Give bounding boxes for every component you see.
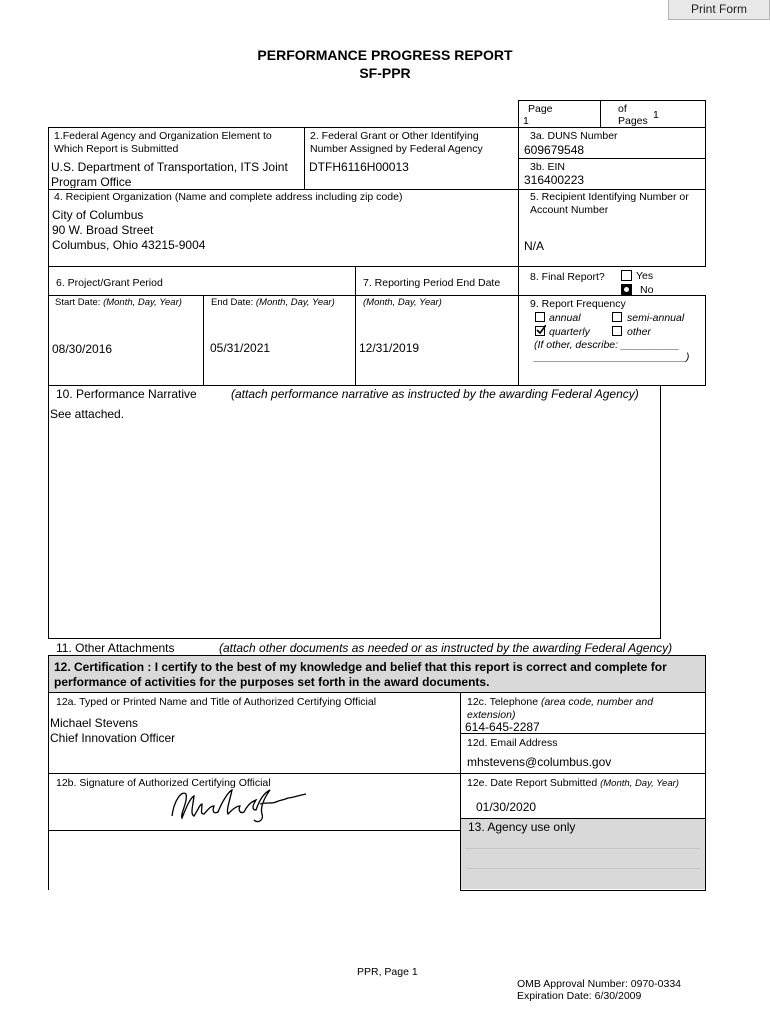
field-11-label: 11. Other Attachments: [56, 641, 175, 655]
field-10-label: 10. Performance Narrative: [56, 387, 197, 401]
field-8-label: 8. Final Report?: [530, 271, 605, 283]
other-describe-field[interactable]: __________________________): [534, 351, 690, 363]
other-label: other: [627, 326, 651, 338]
field-10-hint: (attach performance narrative as instructed by the awarding Federal Agency): [231, 387, 639, 401]
final-report-no-radio[interactable]: [621, 284, 632, 295]
other-describe-label: (If other, describe: __________: [534, 339, 680, 351]
expiration-date: Expiration Date: 6/30/2009: [517, 990, 642, 1002]
duns-number-field[interactable]: 609679548: [524, 143, 585, 157]
start-date-field[interactable]: 08/30/2016: [52, 342, 113, 356]
recipient-org-line-2[interactable]: 90 W. Broad Street: [52, 223, 154, 237]
official-name-field[interactable]: Michael Stevens: [50, 716, 139, 730]
certification-statement: 12. Certification : I certify to the best of my knowledge and belief that this report is correct and complete for performance of activities for the purposes set forth in the award documents.: [54, 660, 667, 689]
recipient-id-field[interactable]: N/A: [524, 239, 545, 253]
recipient-org-line-1[interactable]: City of Columbus: [52, 208, 144, 222]
other-checkbox[interactable]: [612, 326, 622, 336]
page-number[interactable]: 1: [523, 115, 529, 127]
omb-number: OMB Approval Number: 0970-0334: [517, 978, 682, 990]
field-12d-label: 12d. Email Address: [467, 737, 558, 749]
final-report-yes-radio[interactable]: [621, 270, 632, 281]
print-form-button[interactable]: Print Form: [668, 0, 770, 20]
quarterly-label: quarterly: [549, 326, 590, 338]
field-12b-label: 12b. Signature of Authorized Certifying Official: [56, 777, 271, 789]
start-date-label: Start Date: (Month, Day, Year): [55, 297, 182, 308]
field-11-hint: (attach other documents as needed or as instructed by the awarding Federal Agency): [219, 641, 673, 655]
field-13-label: 13. Agency use only: [468, 820, 576, 834]
semi-annual-label: semi-annual: [627, 312, 685, 324]
grant-number-field[interactable]: DTFH6116H00013: [309, 160, 409, 174]
recipient-org-line-3[interactable]: Columbus, Ohio 43215-9004: [52, 238, 206, 252]
end-date-label: End Date: (Month, Day, Year): [211, 297, 335, 308]
quarterly-checkbox[interactable]: [535, 326, 545, 336]
field-4-label: 4. Recipient Organization (Name and complete address including zip code): [54, 191, 403, 203]
performance-narrative-field[interactable]: See attached.: [50, 407, 125, 421]
field-3b-label: 3b. EIN: [530, 161, 566, 173]
reporting-end-date-field[interactable]: 12/31/2019: [359, 341, 420, 355]
date-submitted-field[interactable]: 01/30/2020: [476, 800, 537, 814]
field-2-label: 2. Federal Grant or Other Identifying Number Assigned by Federal Agency: [310, 130, 483, 155]
of-label: of: [618, 103, 627, 115]
page-label: Page: [528, 103, 553, 115]
federal-agency-field[interactable]: U.S. Department of Transportation, ITS Joint Program Office: [51, 160, 288, 188]
annual-checkbox[interactable]: [535, 312, 545, 322]
field-5-label: 5. Recipient Identifying Number or Account Number: [530, 191, 689, 216]
ein-field[interactable]: 316400223: [524, 173, 585, 187]
field-7-label: 7. Reporting Period End Date: [363, 277, 501, 289]
field-1-label: 1.Federal Agency and Organization Element to Which Report is Submitted: [54, 130, 272, 155]
page-footer: PPR, Page 1: [357, 966, 418, 978]
form-subtitle: SF-PPR: [359, 65, 411, 81]
field-12e-label: 12e. Date Report Submitted (Month, Day, Year): [467, 777, 679, 789]
pages-label: Pages: [618, 115, 648, 127]
telephone-field[interactable]: 614-645-2287: [465, 720, 540, 734]
field-6-label: 6. Project/Grant Period: [56, 277, 163, 289]
field-3a-label: 3a. DUNS Number: [530, 130, 618, 142]
field-12a-label: 12a. Typed or Printed Name and Title of Authorized Certifying Official: [56, 696, 377, 708]
form-title: PERFORMANCE PROGRESS REPORT: [257, 47, 513, 63]
check-icon: [536, 325, 546, 335]
field-9-label: 9. Report Frequency: [530, 298, 626, 310]
annual-label: annual: [549, 312, 581, 324]
email-field[interactable]: mhstevens@columbus.gov: [467, 755, 612, 769]
reporting-end-hint: (Month, Day, Year): [363, 297, 442, 308]
final-report-yes-label: Yes: [636, 270, 654, 282]
signature-image: [160, 780, 320, 828]
end-date-field[interactable]: 05/31/2021: [210, 341, 271, 355]
total-pages[interactable]: 1: [653, 109, 659, 121]
final-report-no-label: No: [640, 284, 654, 296]
field-12c-label: 12c. Telephone (area code, number and extension): [467, 696, 654, 721]
official-title-field[interactable]: Chief Innovation Officer: [50, 731, 176, 745]
semi-annual-checkbox[interactable]: [612, 312, 622, 322]
